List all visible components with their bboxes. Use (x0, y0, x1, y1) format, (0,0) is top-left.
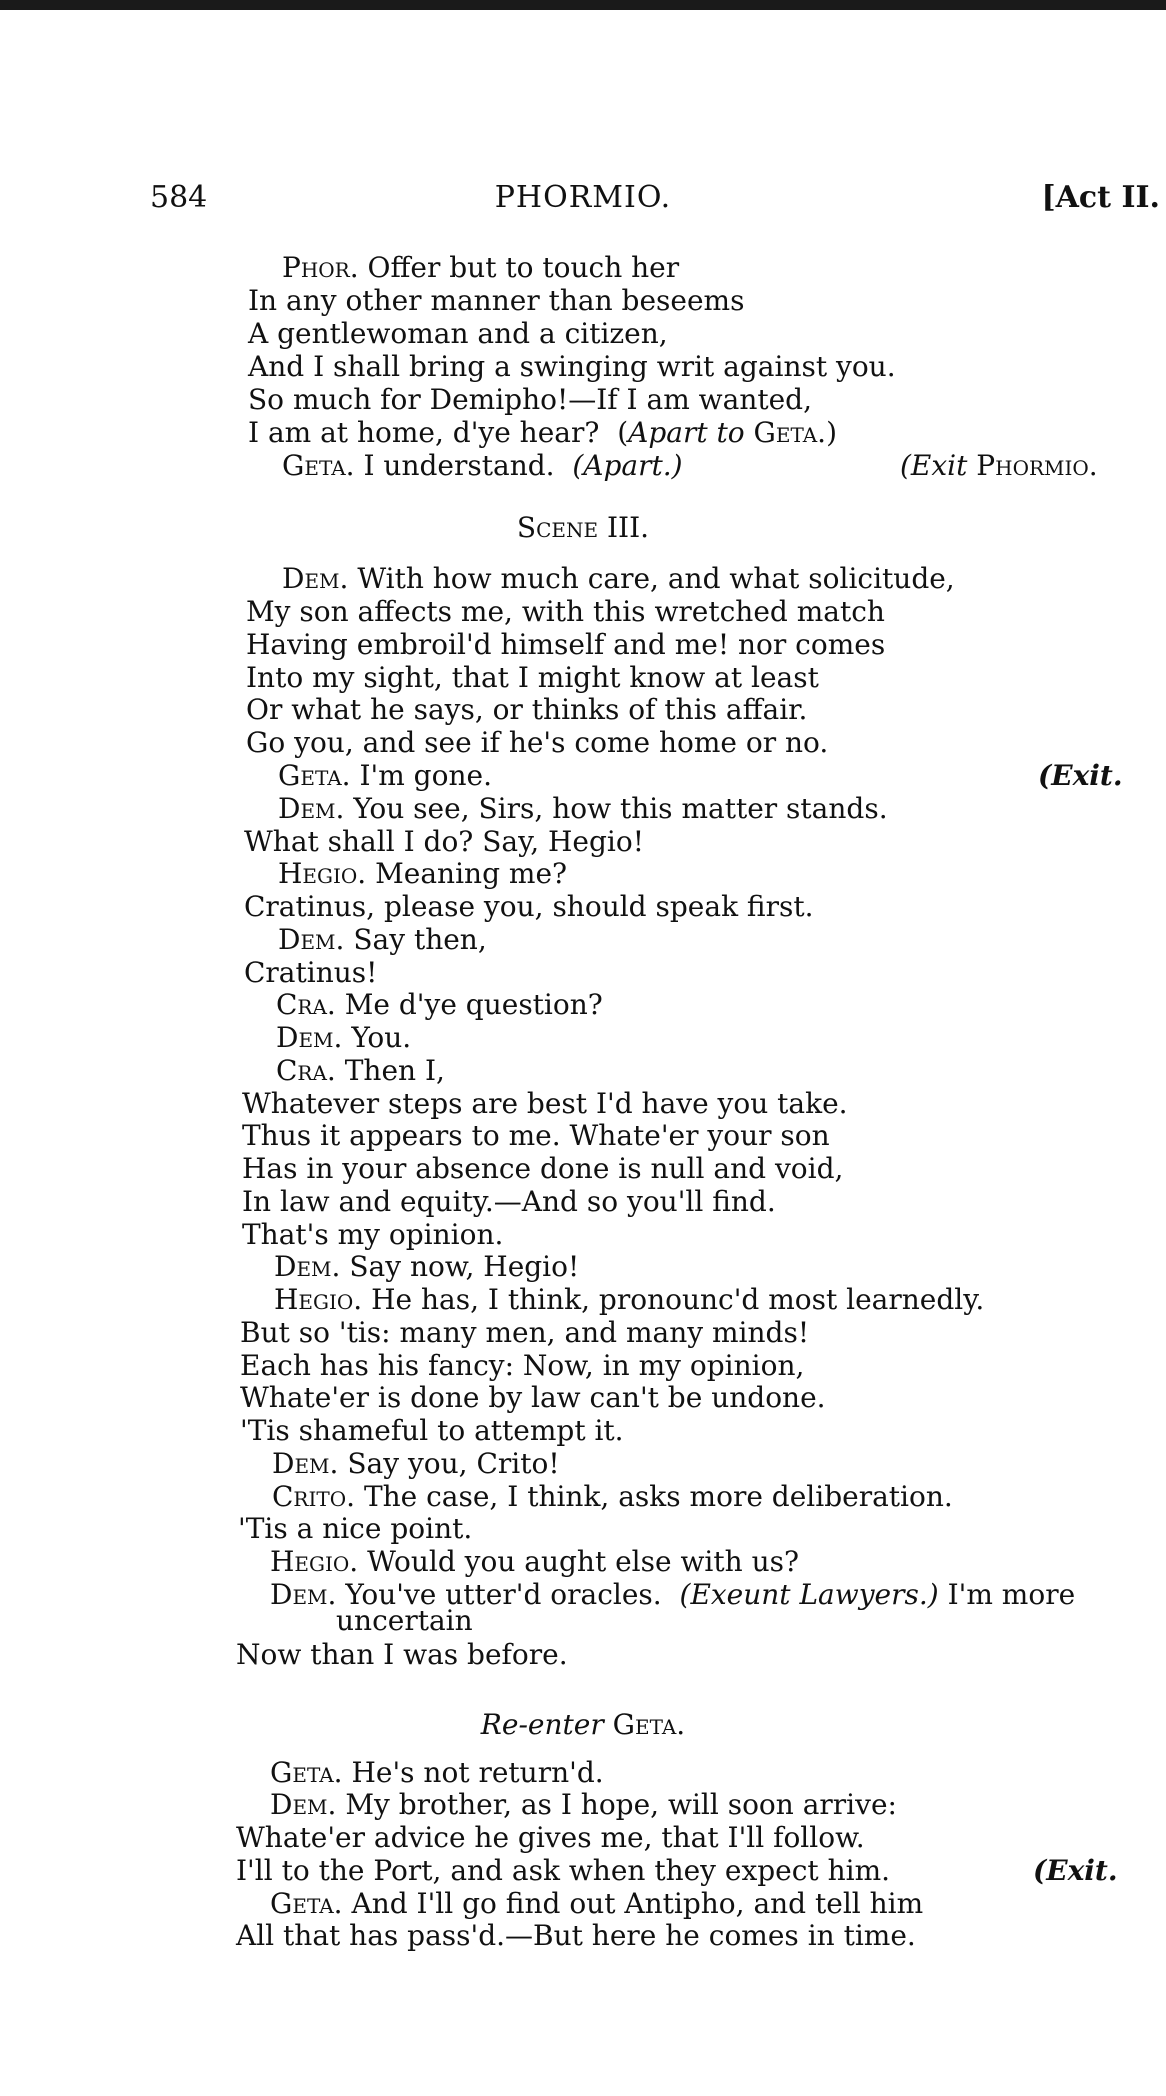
speaker-name: Dem. (274, 1250, 341, 1283)
verse-line: 'Tis a nice point. (238, 1512, 473, 1545)
speaker-name: Crito. (272, 1480, 356, 1513)
speech-line: Geta. I understand. (Apart.) (282, 449, 683, 482)
verse-line: In any other manner than beseems (248, 284, 745, 317)
speech-line: Dem. Say then, (278, 923, 487, 956)
speaker-name: Dem. (270, 1578, 337, 1611)
speech-line: Geta. I'm gone. (278, 759, 492, 792)
verse-line: Has in your absence done is null and void, (242, 1152, 844, 1185)
verse-line: Cratinus! (244, 956, 378, 989)
verse-line: Now than I was before. (236, 1638, 568, 1671)
verse-line: 'Tis shameful to attempt it. (240, 1414, 624, 1447)
speaker-name: Dem. (282, 562, 349, 595)
speech-line: Phor. Offer but to touch her (282, 251, 680, 284)
speech-line: Dem. My brother, as I hope, will soon arrive: (270, 1788, 897, 1821)
speech-line: Dem. You. (276, 1021, 412, 1054)
speaker-name: Dem. (278, 923, 345, 956)
verse-line: What shall I do? Say, Hegio! (244, 825, 644, 858)
speaker-name: Hegio. (274, 1283, 363, 1316)
stage-direction-exit: (Exit. (1038, 759, 1123, 792)
verse-line: And I shall bring a swinging writ against you. (248, 350, 896, 383)
act-marker: [Act II. (1041, 180, 1160, 215)
speaker-name: Dem. (276, 1021, 343, 1054)
scene-heading: Scene III. (516, 511, 650, 544)
verse-line: In law and equity.—And so you'll find. (242, 1185, 776, 1218)
verse-line: Thus it appears to me. Whate'er your son (242, 1119, 830, 1152)
speaker-name: Dem. (278, 792, 345, 825)
verse-line: Cratinus, please you, should speak first. (244, 890, 814, 923)
stage-direction-exit: (Exit Phormio. (900, 449, 1098, 482)
speaker-name: Geta. (270, 1887, 343, 1920)
verse-line: A gentlewoman and a citizen, (248, 317, 668, 350)
page-number: 584 (150, 180, 208, 215)
verse-line: That's my opinion. (242, 1218, 504, 1251)
verse-line: All that has pass'd.—But here he comes in time. (236, 1919, 916, 1952)
speaker-name: Geta. (270, 1756, 343, 1789)
speech-line: Dem. Say you, Crito! (272, 1447, 560, 1480)
speech-line: Cra. Me d'ye question? (276, 988, 603, 1021)
stage-direction-heading: Re-enter Geta. (480, 1708, 686, 1741)
verse-line: Whate'er advice he gives me, that I'll follow. (236, 1821, 865, 1854)
verse-line-continuation: uncertain (336, 1604, 473, 1637)
speaker-name: Geta. (282, 449, 355, 482)
verse-line: I am at home, d'ye hear? (Apart to Geta.) (248, 416, 838, 449)
running-title: PHORMIO. (494, 180, 672, 215)
speech-line: Dem. With how much care, and what solicitude, (282, 562, 955, 595)
verse-line: Into my sight, that I might know at least (246, 661, 819, 694)
speech-line: Dem. Say now, Hegio! (274, 1250, 580, 1283)
speaker-name: Geta. (278, 759, 351, 792)
verse-line: Whate'er is done by law can't be undone. (240, 1381, 826, 1414)
speech-line: Cra. Then I, (276, 1054, 445, 1087)
speaker-name: Hegio. (278, 857, 367, 890)
speech-line: Hegio. Meaning me? (278, 857, 568, 890)
speaker-name: Hegio. (270, 1545, 359, 1578)
speech-line: Dem. You've utter'd oracles. (Exeunt Lawyers.) I'm more (270, 1578, 1076, 1611)
speech-line: Dem. You see, Sirs, how this matter stands. (278, 792, 888, 825)
speaker-name: Dem. (272, 1447, 339, 1480)
speech-line: Geta. And I'll go find out Antipho, and tell him (270, 1887, 924, 1920)
verse-line: Go you, and see if he's come home or no. (246, 726, 829, 759)
page-top-edge (0, 0, 1166, 10)
verse-line: Having embroil'd himself and me! nor comes (246, 628, 886, 661)
speech-line: Hegio. Would you aught else with us? (270, 1545, 799, 1578)
speaker-name: Dem. (270, 1788, 337, 1821)
verse-line: But so 'tis: many men, and many minds! (240, 1316, 810, 1349)
speech-line: Hegio. He has, I think, pronounc'd most learnedly. (274, 1283, 985, 1316)
verse-line: My son affects me, with this wretched match (246, 595, 885, 628)
stage-direction-exit: (Exit. (1033, 1854, 1118, 1887)
verse-line: Or what he says, or thinks of this affair. (246, 693, 808, 726)
speech-line: Crito. The case, I think, asks more deliberation. (272, 1480, 953, 1513)
verse-line: I'll to the Port, and ask when they expect him. (236, 1854, 891, 1887)
speaker-name: Cra. (276, 1054, 336, 1087)
verse-line: Whatever steps are best I'd have you take. (242, 1087, 848, 1120)
speech-line: Geta. He's not return'd. (270, 1756, 604, 1789)
speaker-name: Phor. (282, 251, 359, 284)
verse-line: So much for Demipho!—If I am wanted, (248, 383, 813, 416)
speaker-name: Cra. (276, 988, 336, 1021)
verse-line: Each has his fancy: Now, in my opinion, (240, 1349, 805, 1382)
